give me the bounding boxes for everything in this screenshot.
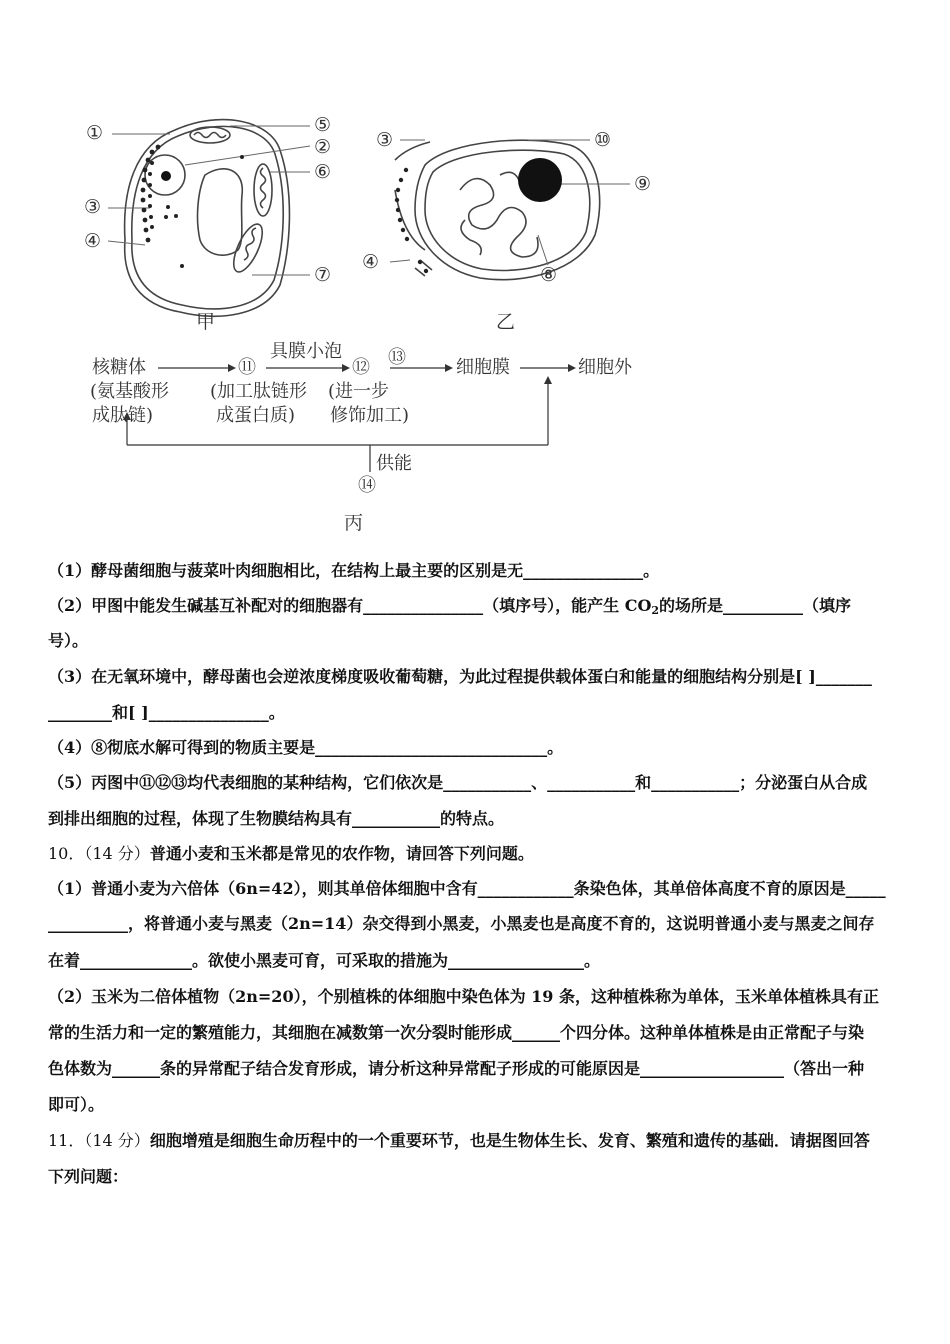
- flow-step-12: ⑫: [352, 357, 370, 378]
- chloroplast-6: [254, 164, 272, 216]
- flow-step-14: ⑭: [358, 475, 376, 496]
- label-jia-6: ⑥: [314, 161, 332, 183]
- problem-10-q1-line-3: 在着______________。欲使小黑麦可育，可采取的措施为_________________。: [48, 951, 601, 970]
- flow-step-11-note-1: (加工肽链形: [210, 381, 308, 402]
- flow-step-12-note-2: 修饰加工): [330, 405, 410, 426]
- flow-ribosome-note-2: 成肽链): [92, 405, 154, 426]
- chloroplast-7: [228, 220, 268, 276]
- question-3-line-1: （3）在无氧环境中，酵母菌也会逆浓度梯度吸收葡萄糖，为此过程提供载体蛋白和能量的细胞结构分别是[ ]_______: [48, 667, 872, 686]
- flow-ribosome: 核糖体: [92, 357, 146, 378]
- problem-10-number: 10．（14 分）: [48, 844, 150, 863]
- problem-11-line-2: 下列问题：: [48, 1167, 129, 1186]
- ribosome-dots-jia: [141, 145, 244, 268]
- label-jia-3: ③: [84, 196, 102, 218]
- flow-step-13: ⑬: [388, 347, 406, 368]
- question-2-line-1: [48, 596, 908, 621]
- co2-subscript: 2: [651, 604, 660, 617]
- problem-10-q2-line-1: （2）玉米为二倍体植物（2n=20），个别植株的体细胞中染色体为 19 条，这种植株称为单体，玉米单体植株具有正: [48, 987, 879, 1006]
- flow-step-11: ⑪: [238, 357, 256, 378]
- nucleolus-9: [518, 158, 562, 202]
- question-2-text-b: 的场所是__________（填序: [659, 596, 852, 615]
- question-3-line-2: ________和[ ]_______________。: [48, 703, 285, 722]
- nucleolus-jia: [161, 171, 171, 181]
- label-jia-7: ⑦: [314, 264, 332, 286]
- problem-11-header: [48, 1131, 908, 1151]
- flow-cell-membrane: 细胞膜: [456, 357, 510, 378]
- label-jia-5: ⑤: [314, 114, 332, 136]
- question-2-line-2: 号）。: [48, 631, 89, 650]
- caption-yi: 乙: [496, 311, 516, 333]
- flow-vesicle: 具膜小泡: [270, 341, 342, 362]
- problem-10-q2-line-4: 即可）。: [48, 1095, 105, 1114]
- cell-diagram-figure: [70, 100, 690, 540]
- label-yi-9: ⑨: [634, 173, 652, 195]
- flow-ribosome-note-1: (氨基酸形: [90, 381, 170, 402]
- problem-11-intro: 细胞增殖是细胞生命历程中的一个重要环节，也是生物体生长、发育、繁殖和遗传的基础．请据图回答: [149, 1131, 870, 1150]
- nucleus-yi-envelope-outer: [415, 140, 600, 280]
- label-jia-4: ④: [84, 230, 102, 252]
- caption-bing: 丙: [344, 512, 364, 534]
- problem-10-q1-line-1: （1）普通小麦为六倍体（6n=42），则其单倍体细胞中含有____________条染色体，其单倍体高度不育的原因是_____: [48, 879, 886, 898]
- ribosome-dots-yi: [395, 168, 428, 273]
- er-yi: [395, 142, 430, 160]
- problem-10-intro: 普通小麦和玉米都是常见的农作物，请回答下列问题。: [149, 844, 534, 863]
- problem-10-q2-line-3: 色体数为______条的异常配子结合发育形成，请分析这种异常配子形成的可能原因是__________________（答出一种: [48, 1059, 865, 1078]
- problem-11-number: 11．（14 分）: [48, 1131, 150, 1150]
- flow-step-12-note-1: (进一步: [328, 381, 390, 402]
- question-5-line-2: 到排出细胞的过程，体现了生物膜结构具有___________的特点。: [48, 809, 505, 828]
- problem-10-q1-line-2: __________，将普通小麦与黑麦（2n=14）杂交得到小黑麦，小黑麦也是高度不育的，这说明普通小麦与黑麦之间存: [48, 914, 875, 933]
- nucleus-yi-envelope-inner: [425, 150, 590, 270]
- flow-energy: 供能: [376, 453, 412, 474]
- label-yi-4: ④: [362, 251, 380, 273]
- problem-10-header: [48, 844, 908, 864]
- question-4: （4）⑧彻底水解可得到的物质主要是_____________________________。: [48, 738, 564, 757]
- label-jia-1: ①: [86, 122, 104, 144]
- label-yi-3: ③: [376, 129, 394, 151]
- flow-step-11-note-2: 成蛋白质): [216, 405, 296, 426]
- question-1: （1）酵母菌细胞与菠菜叶肉细胞相比，在结构上最主要的区别是无_______________。: [48, 561, 660, 580]
- flow-cell-outside: 细胞外: [578, 357, 632, 378]
- label-jia-2: ②: [314, 136, 332, 158]
- question-5-line-1: （5）丙图中⑪⑫⑬均代表细胞的某种结构，它们依次是___________、___________和___________；分泌蛋白从合成: [48, 773, 868, 792]
- question-2-text-a: （2）甲图中能发生碱基互补配对的细胞器有_______________（填序号），能产生 CO: [48, 596, 652, 615]
- label-yi-10: ⑩: [594, 129, 612, 151]
- label-yi-8: ⑧: [540, 264, 558, 286]
- vacuole: [198, 169, 243, 255]
- caption-jia: 甲: [196, 311, 216, 333]
- problem-10-q2-line-2: 常的生活力和一定的繁殖能力，其细胞在减数第一次分裂时能形成______个四分体。这种单体植株是由正常配子与染: [48, 1023, 865, 1042]
